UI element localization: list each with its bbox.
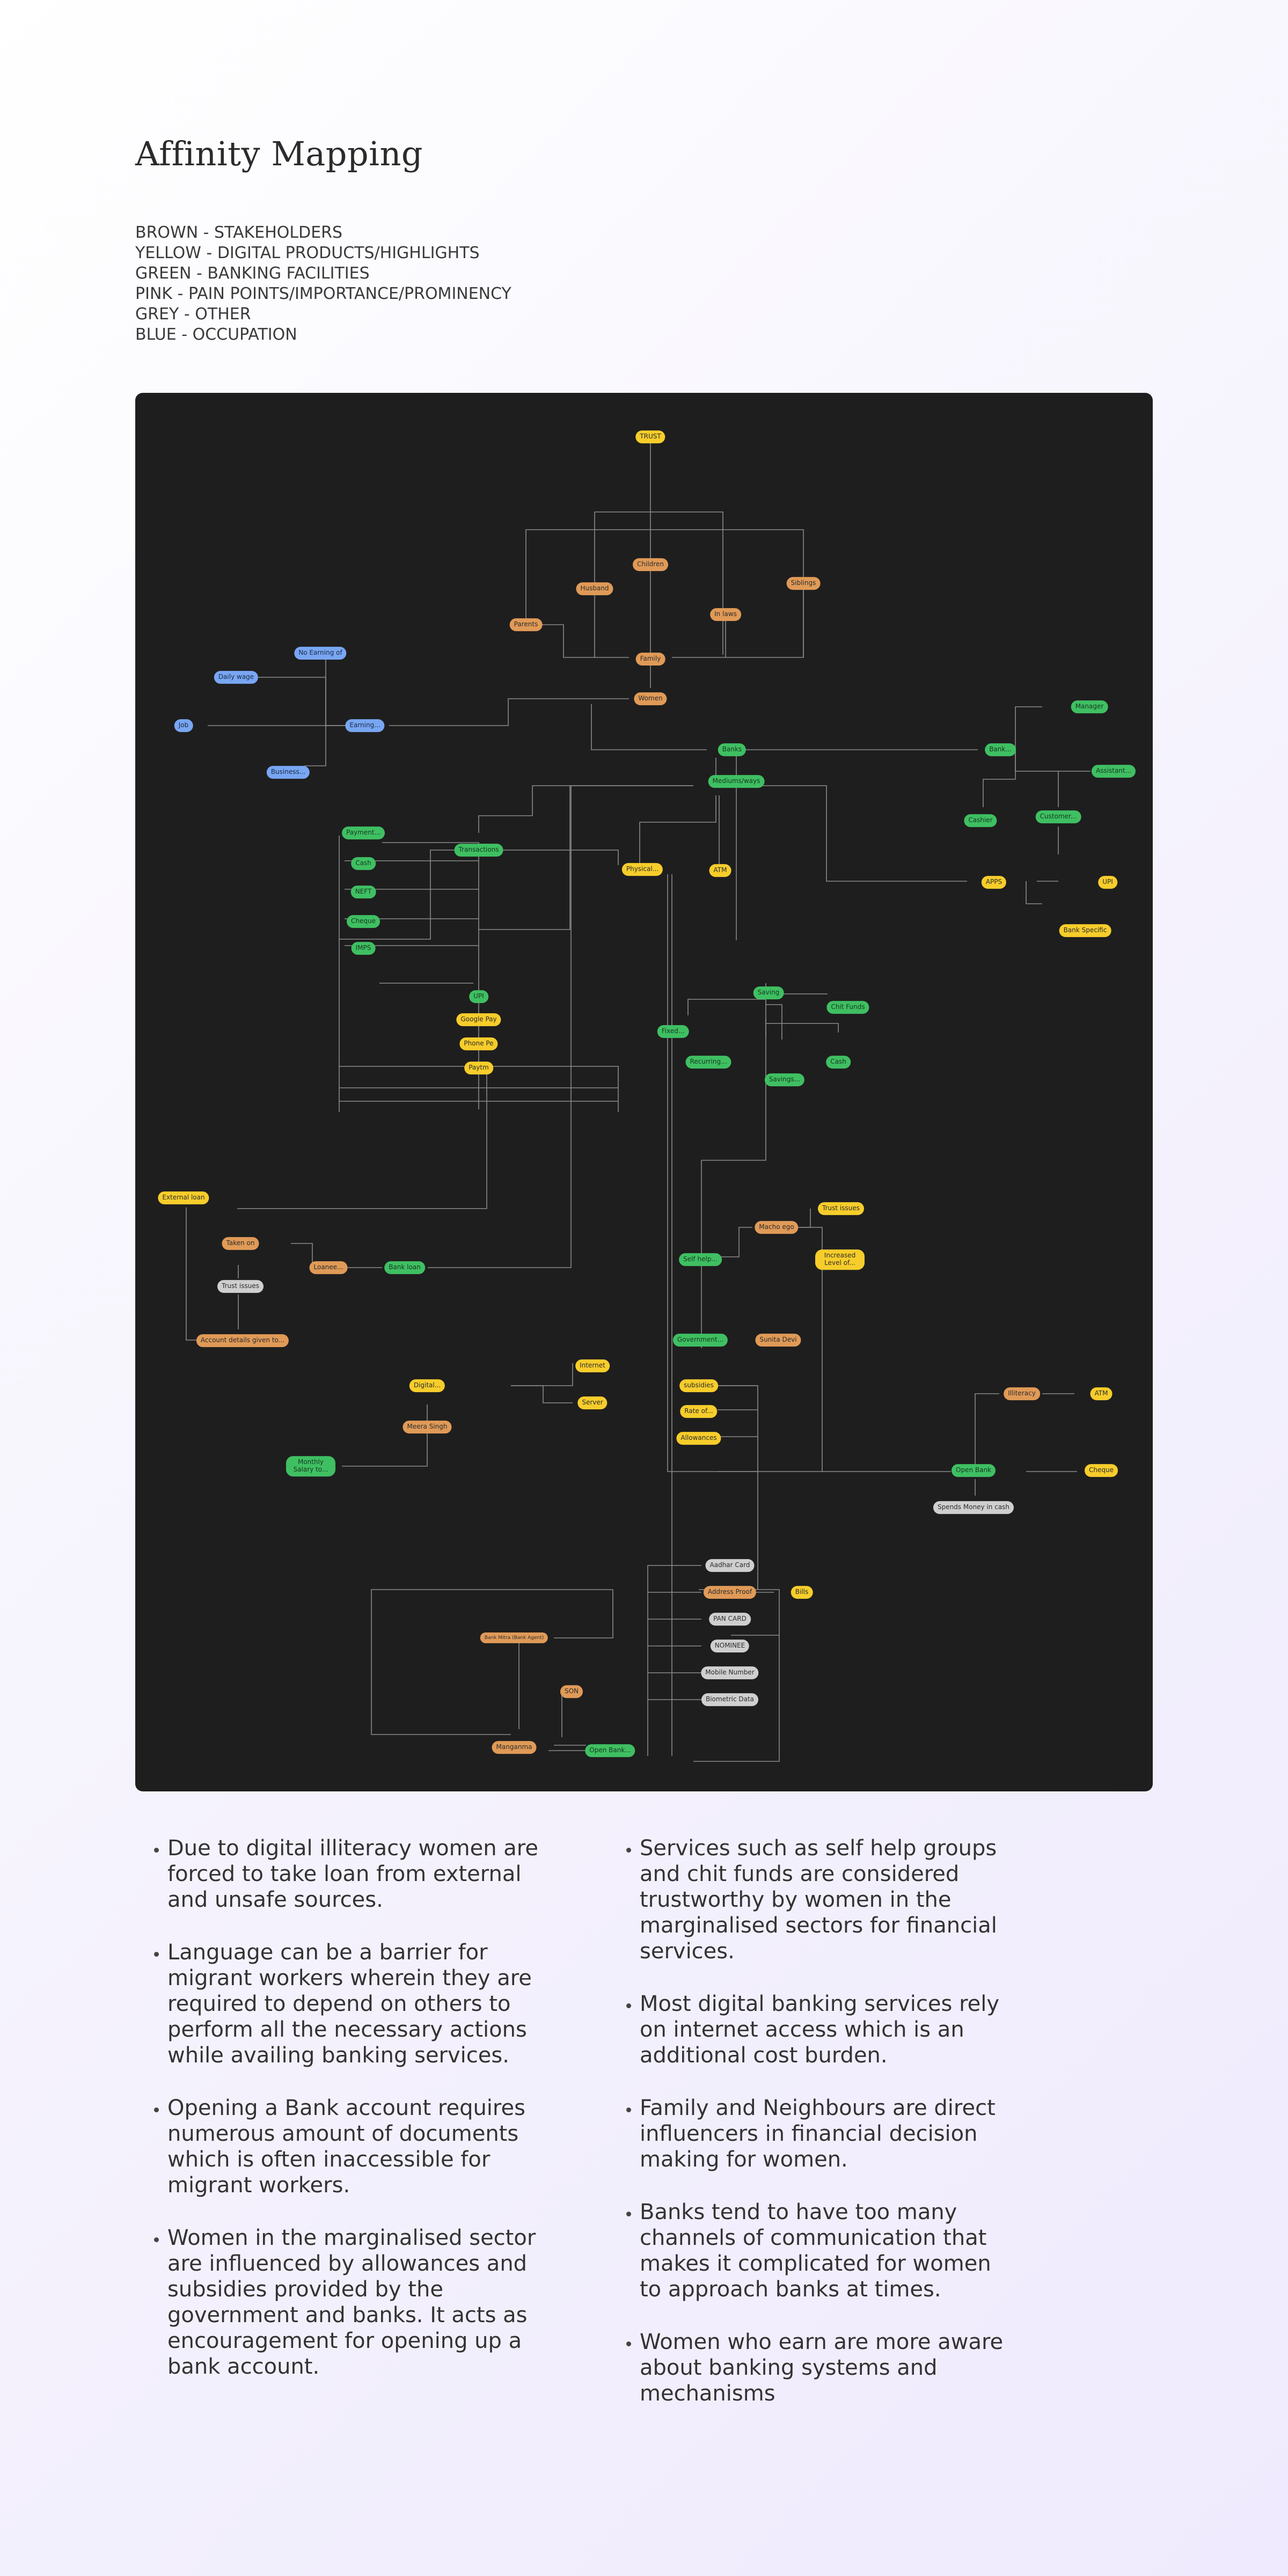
node-biometric[interactable]: Biometric Data — [701, 1693, 758, 1706]
node-trust-issues-loan[interactable]: Trust issues — [217, 1280, 264, 1293]
node-loanee[interactable]: Loanee... — [310, 1261, 348, 1274]
node-macho-ego[interactable]: Macho ego — [755, 1221, 798, 1234]
legend-item-blue: BLUE - OCCUPATION — [135, 325, 297, 344]
insight-item: • Language can be a barrier for migrant workers wherein they are required to depend on others to perform all the necessary actions while availing banking services. — [167, 1940, 543, 2068]
node-husband[interactable]: Husband — [576, 582, 613, 595]
page-title: Affinity Mapping — [135, 134, 423, 173]
node-government[interactable]: Government... — [673, 1334, 728, 1346]
node-sunita-devi[interactable]: Sunita Devi — [755, 1334, 801, 1346]
color-legend — [135, 223, 511, 345]
node-son[interactable]: SON — [560, 1685, 583, 1698]
node-upi-apps[interactable]: UPI — [1098, 876, 1117, 889]
node-self-help[interactable]: Self help... — [679, 1253, 722, 1266]
node-family[interactable]: Family — [636, 653, 665, 665]
legend-item-brown: BROWN - STAKEHOLDERS — [135, 223, 343, 242]
node-physical[interactable]: Physical... — [622, 863, 663, 876]
node-increased-level[interactable]: Increased Level of... — [815, 1249, 865, 1270]
node-internet[interactable]: Internet — [575, 1359, 610, 1372]
node-atm-open[interactable]: ATM — [1091, 1387, 1113, 1400]
insight-item: • Due to digital illiteracy women are forced to take loan from external and unsafe sources. — [167, 1835, 543, 1913]
node-google-pay[interactable]: Google Pay — [456, 1013, 501, 1026]
node-aadhar[interactable]: Aadhar Card — [706, 1559, 755, 1572]
node-apps[interactable]: APPS — [982, 876, 1006, 889]
node-mediums[interactable]: Mediums/ways — [708, 775, 765, 788]
node-in-laws[interactable]: In laws — [710, 608, 741, 621]
node-children[interactable]: Children — [633, 558, 668, 571]
node-account-details[interactable]: Account details given to... — [196, 1334, 289, 1347]
node-parents[interactable]: Parents — [510, 618, 543, 631]
insight-item: • Family and Neighbours are direct influencers in financial decision making for women. — [640, 2095, 1015, 2172]
node-fixed[interactable]: Fixed... — [657, 1025, 689, 1038]
node-earning[interactable]: Earning... — [345, 719, 384, 732]
node-cash[interactable]: Cash — [351, 857, 376, 870]
insight-item: • Services such as self help groups and chit funds are considered trustworthy by women in the marginalised sectors for financial services. — [640, 1835, 1015, 1964]
node-job[interactable]: Job — [174, 719, 193, 732]
insights-right-column — [618, 1835, 1015, 2433]
node-payment[interactable]: Payment... — [342, 826, 385, 839]
node-bank-loan[interactable]: Bank loan — [384, 1261, 425, 1274]
node-trust-issues[interactable]: Trust issues — [818, 1202, 864, 1215]
legend-item-yellow: YELLOW - DIGITAL PRODUCTS/HIGHLIGHTS — [135, 244, 480, 262]
node-transactions[interactable]: Transactions — [455, 844, 503, 857]
node-bank-staff[interactable]: Bank... — [985, 743, 1016, 756]
insight-item: • Most digital banking services rely on internet access which is an additional cost burden. — [640, 1991, 1015, 2068]
node-open-bank-2[interactable]: Open Bank... — [585, 1744, 635, 1757]
node-taken-on[interactable]: Taken on — [222, 1237, 259, 1250]
node-upi[interactable]: UPI — [469, 990, 488, 1003]
node-cheque-open[interactable]: Cheque — [1085, 1464, 1118, 1477]
node-atm[interactable]: ATM — [709, 864, 731, 877]
node-recurring[interactable]: Recurring... — [685, 1056, 731, 1069]
node-assistant[interactable]: Assistant... — [1092, 765, 1136, 778]
node-customer[interactable]: Customer... — [1036, 810, 1081, 823]
node-cashier[interactable]: Cashier — [964, 814, 997, 827]
node-allowances[interactable]: Allowances — [676, 1432, 721, 1445]
node-cheque[interactable]: Cheque — [347, 915, 380, 928]
node-subsidies[interactable]: subsidies — [679, 1379, 718, 1392]
node-pan[interactable]: PAN CARD — [709, 1613, 751, 1626]
insight-item: • Women who earn are more aware about banking systems and mechanisms — [640, 2329, 1015, 2406]
node-manganma[interactable]: Manganma — [492, 1741, 537, 1754]
node-server[interactable]: Server — [577, 1396, 607, 1409]
node-spends-money[interactable]: Spends Money in cash — [933, 1501, 1014, 1514]
node-neft[interactable]: NEFT — [351, 885, 376, 898]
node-bills[interactable]: Bills — [791, 1586, 813, 1599]
affinity-map-board[interactable] — [135, 393, 1153, 1791]
node-trust[interactable]: TRUST — [635, 430, 665, 443]
node-siblings[interactable]: Siblings — [787, 577, 821, 590]
insights-left-column — [146, 1835, 543, 2406]
node-saving[interactable]: Saving — [753, 986, 784, 999]
node-no-earning[interactable]: No Earning of — [294, 647, 346, 660]
node-manager[interactable]: Manager — [1071, 700, 1108, 713]
node-illiteracy[interactable]: Illiteracy — [1004, 1387, 1040, 1400]
legend-item-green: GREEN - BANKING FACILITIES — [135, 264, 370, 283]
node-bank-agent[interactable]: Bank Mitra (Bank Agent) — [480, 1633, 548, 1643]
node-mobile[interactable]: Mobile Number — [701, 1666, 758, 1679]
node-savings[interactable]: Savings... — [765, 1073, 804, 1086]
node-paytm[interactable]: Paytm — [464, 1062, 493, 1074]
node-address-proof[interactable]: Address Proof — [704, 1586, 756, 1599]
node-open-bank[interactable]: Open Bank — [952, 1464, 996, 1477]
connector-lines — [135, 393, 1153, 1791]
node-rate-of[interactable]: Rate of... — [680, 1405, 717, 1418]
node-digital[interactable]: Digital... — [409, 1379, 445, 1392]
node-chit-funds[interactable]: Chit Funds — [826, 1001, 869, 1014]
node-nominee[interactable]: NOMINEE — [711, 1640, 749, 1652]
node-imps[interactable]: IMPS — [352, 942, 376, 955]
node-phone-pe[interactable]: Phone Pe — [459, 1037, 497, 1050]
node-bank-specific[interactable]: Bank Specific — [1059, 924, 1111, 937]
insight-item: • Women in the marginalised sector are influenced by allowances and subsidies provided by the government and banks. It acts as encouragement for opening up a bank account. — [167, 2225, 543, 2380]
node-banks[interactable]: Banks — [718, 743, 746, 756]
node-cash-saving[interactable]: Cash — [826, 1056, 851, 1069]
legend-item-grey: GREY - OTHER — [135, 305, 251, 324]
node-meera-singh[interactable]: Meera Singh — [403, 1421, 452, 1433]
node-monthly-salary[interactable]: Monthly Salary to... — [286, 1456, 335, 1476]
node-business[interactable]: Business... — [267, 766, 310, 779]
node-external-loan[interactable]: External loan — [158, 1191, 209, 1204]
node-women[interactable]: Women — [634, 692, 667, 705]
node-daily-wage[interactable]: Daily wage — [214, 671, 258, 684]
legend-item-pink: PINK - PAIN POINTS/IMPORTANCE/PROMINENCY — [135, 284, 511, 303]
insight-item: • Banks tend to have too many channels of communication that makes it complicated for women to approach banks at times. — [640, 2199, 1015, 2302]
insight-item: • Opening a Bank account requires numerous amount of documents which is often inaccessible for migrant workers. — [167, 2095, 543, 2198]
